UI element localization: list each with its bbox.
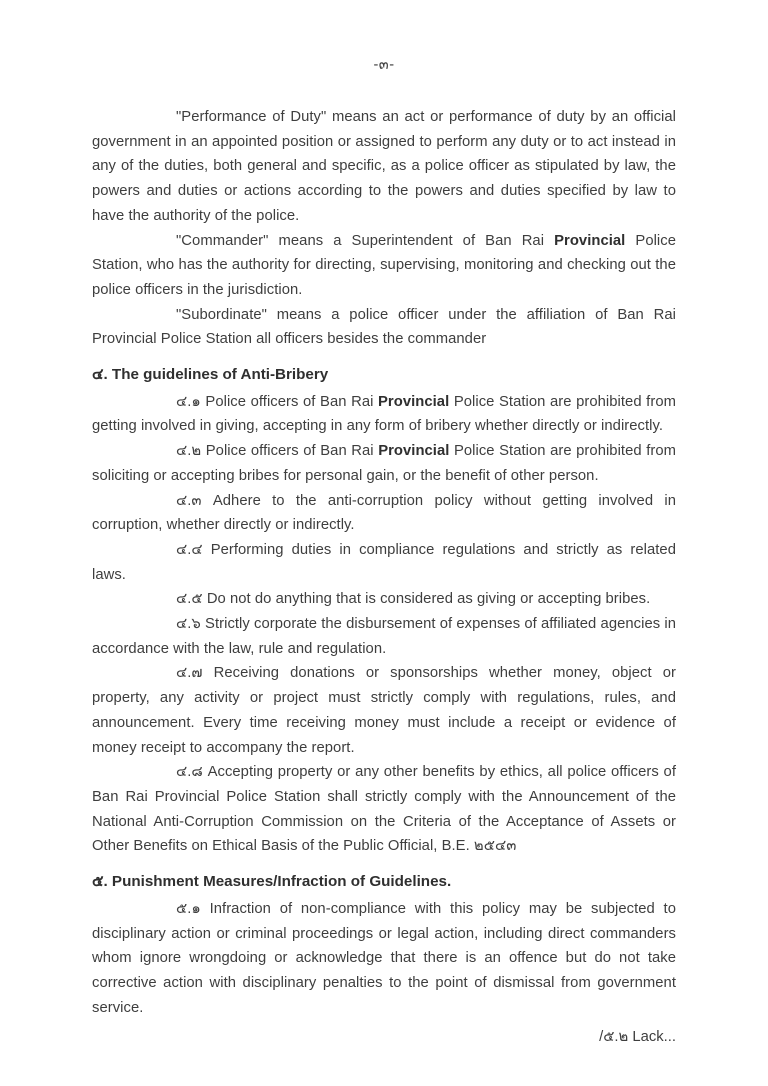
text-run: Police Station are prohibited from getting involved in giving, accepting in any form of bribery whether directly or indirectly. xyxy=(92,393,676,435)
paragraph xyxy=(92,897,676,1021)
document-body xyxy=(92,105,676,1020)
text-run: ๔. The guidelines of Anti-Bribery xyxy=(92,366,329,384)
text-run: ๔.๗ Receiving donations or sponsorships whether money, object or property, any activity or project must strictly comply with regulations, rules, and announcement. Every time receiving money must include a receipt or evidence of money receipt to accompany the report. xyxy=(92,665,676,756)
text-run: "Performance of Duty" means an act or performance of duty by an official government in an appointed position or assigned to perform any duty or to act instead in any of the duties, both general and specific, as a police officer as stipulated by law, the powers and duties or actions according to the powers and duties specified by law to have the authority of the police. xyxy=(92,109,676,224)
continuation-marker: /๕.๒ Lack... xyxy=(599,1029,676,1046)
text-run: ๔.๑ Police officers of Ban Rai xyxy=(176,393,379,410)
paragraph xyxy=(92,439,676,488)
bold-text-run: Provincial xyxy=(554,232,626,249)
text-run: ๕.๑ Infraction of non-compliance with this policy may be subjected to disciplinary action or criminal proceedings or legal action, including direct commanders whom ignore wrongdoing or acknowledge that there is an offence but do not take corrective action with disciplinary penalties to the point of dismissal from government service. xyxy=(92,900,676,1016)
paragraph xyxy=(92,587,676,612)
text-run: "Subordinate" means a police officer under the affiliation of Ban Rai Provincial Police Station all officers besides the commander xyxy=(92,306,676,348)
paragraph xyxy=(92,489,676,538)
text-run: Police Station are prohibited from soliciting or accepting bribes for personal gain, or the benefit of other person. xyxy=(92,443,676,484)
paragraph xyxy=(92,390,676,439)
text-run: Police Station, who has the authority for directing, supervising, monitoring and checking out the police officers in the jurisdiction. xyxy=(92,232,676,298)
paragraph xyxy=(92,303,676,352)
text-run: ๕. Punishment Measures/Infraction of Guidelines. xyxy=(92,873,452,891)
paragraph xyxy=(92,229,676,303)
paragraph xyxy=(92,612,676,661)
text-run: ๔.๔ Performing duties in compliance regulations and strictly as related laws. xyxy=(92,541,676,583)
text-run: ๔.๖ Strictly corporate the disbursement of expenses of affiliated agencies in accordance with the law, rule and regulation. xyxy=(92,616,676,657)
paragraph xyxy=(92,538,676,587)
text-run: ๔.๕ Do not do anything that is considered as giving or accepting bribes. xyxy=(176,591,651,608)
text-run: ๔.๓ Adhere to the anti-corruption policy without getting involved in corruption, whether directly or indirectly. xyxy=(92,492,676,534)
paragraph xyxy=(92,661,676,760)
paragraph xyxy=(92,760,676,859)
text-run: "Commander" means a Superintendent of Ban Rai xyxy=(176,232,555,249)
section-heading xyxy=(92,870,676,895)
page-number: -๓- xyxy=(373,57,395,73)
paragraph xyxy=(92,105,676,229)
section-heading xyxy=(92,363,676,388)
bold-text-run: Provincial xyxy=(378,443,450,460)
text-run: ๔.๒ Police officers of Ban Rai xyxy=(176,443,379,460)
text-run: ๔.๘ Accepting property or any other benefits by ethics, all police officers of Ban Rai Provincial Police Station shall strictly comply with the Announcement of the National Anti-Corruption Commission on the Criteria of the Acceptance of Assets or Other Benefits on Ethical Basis of the Public Official, B.E. ๒๕๔๓ xyxy=(92,764,676,855)
bold-text-run: Provincial xyxy=(378,393,450,410)
